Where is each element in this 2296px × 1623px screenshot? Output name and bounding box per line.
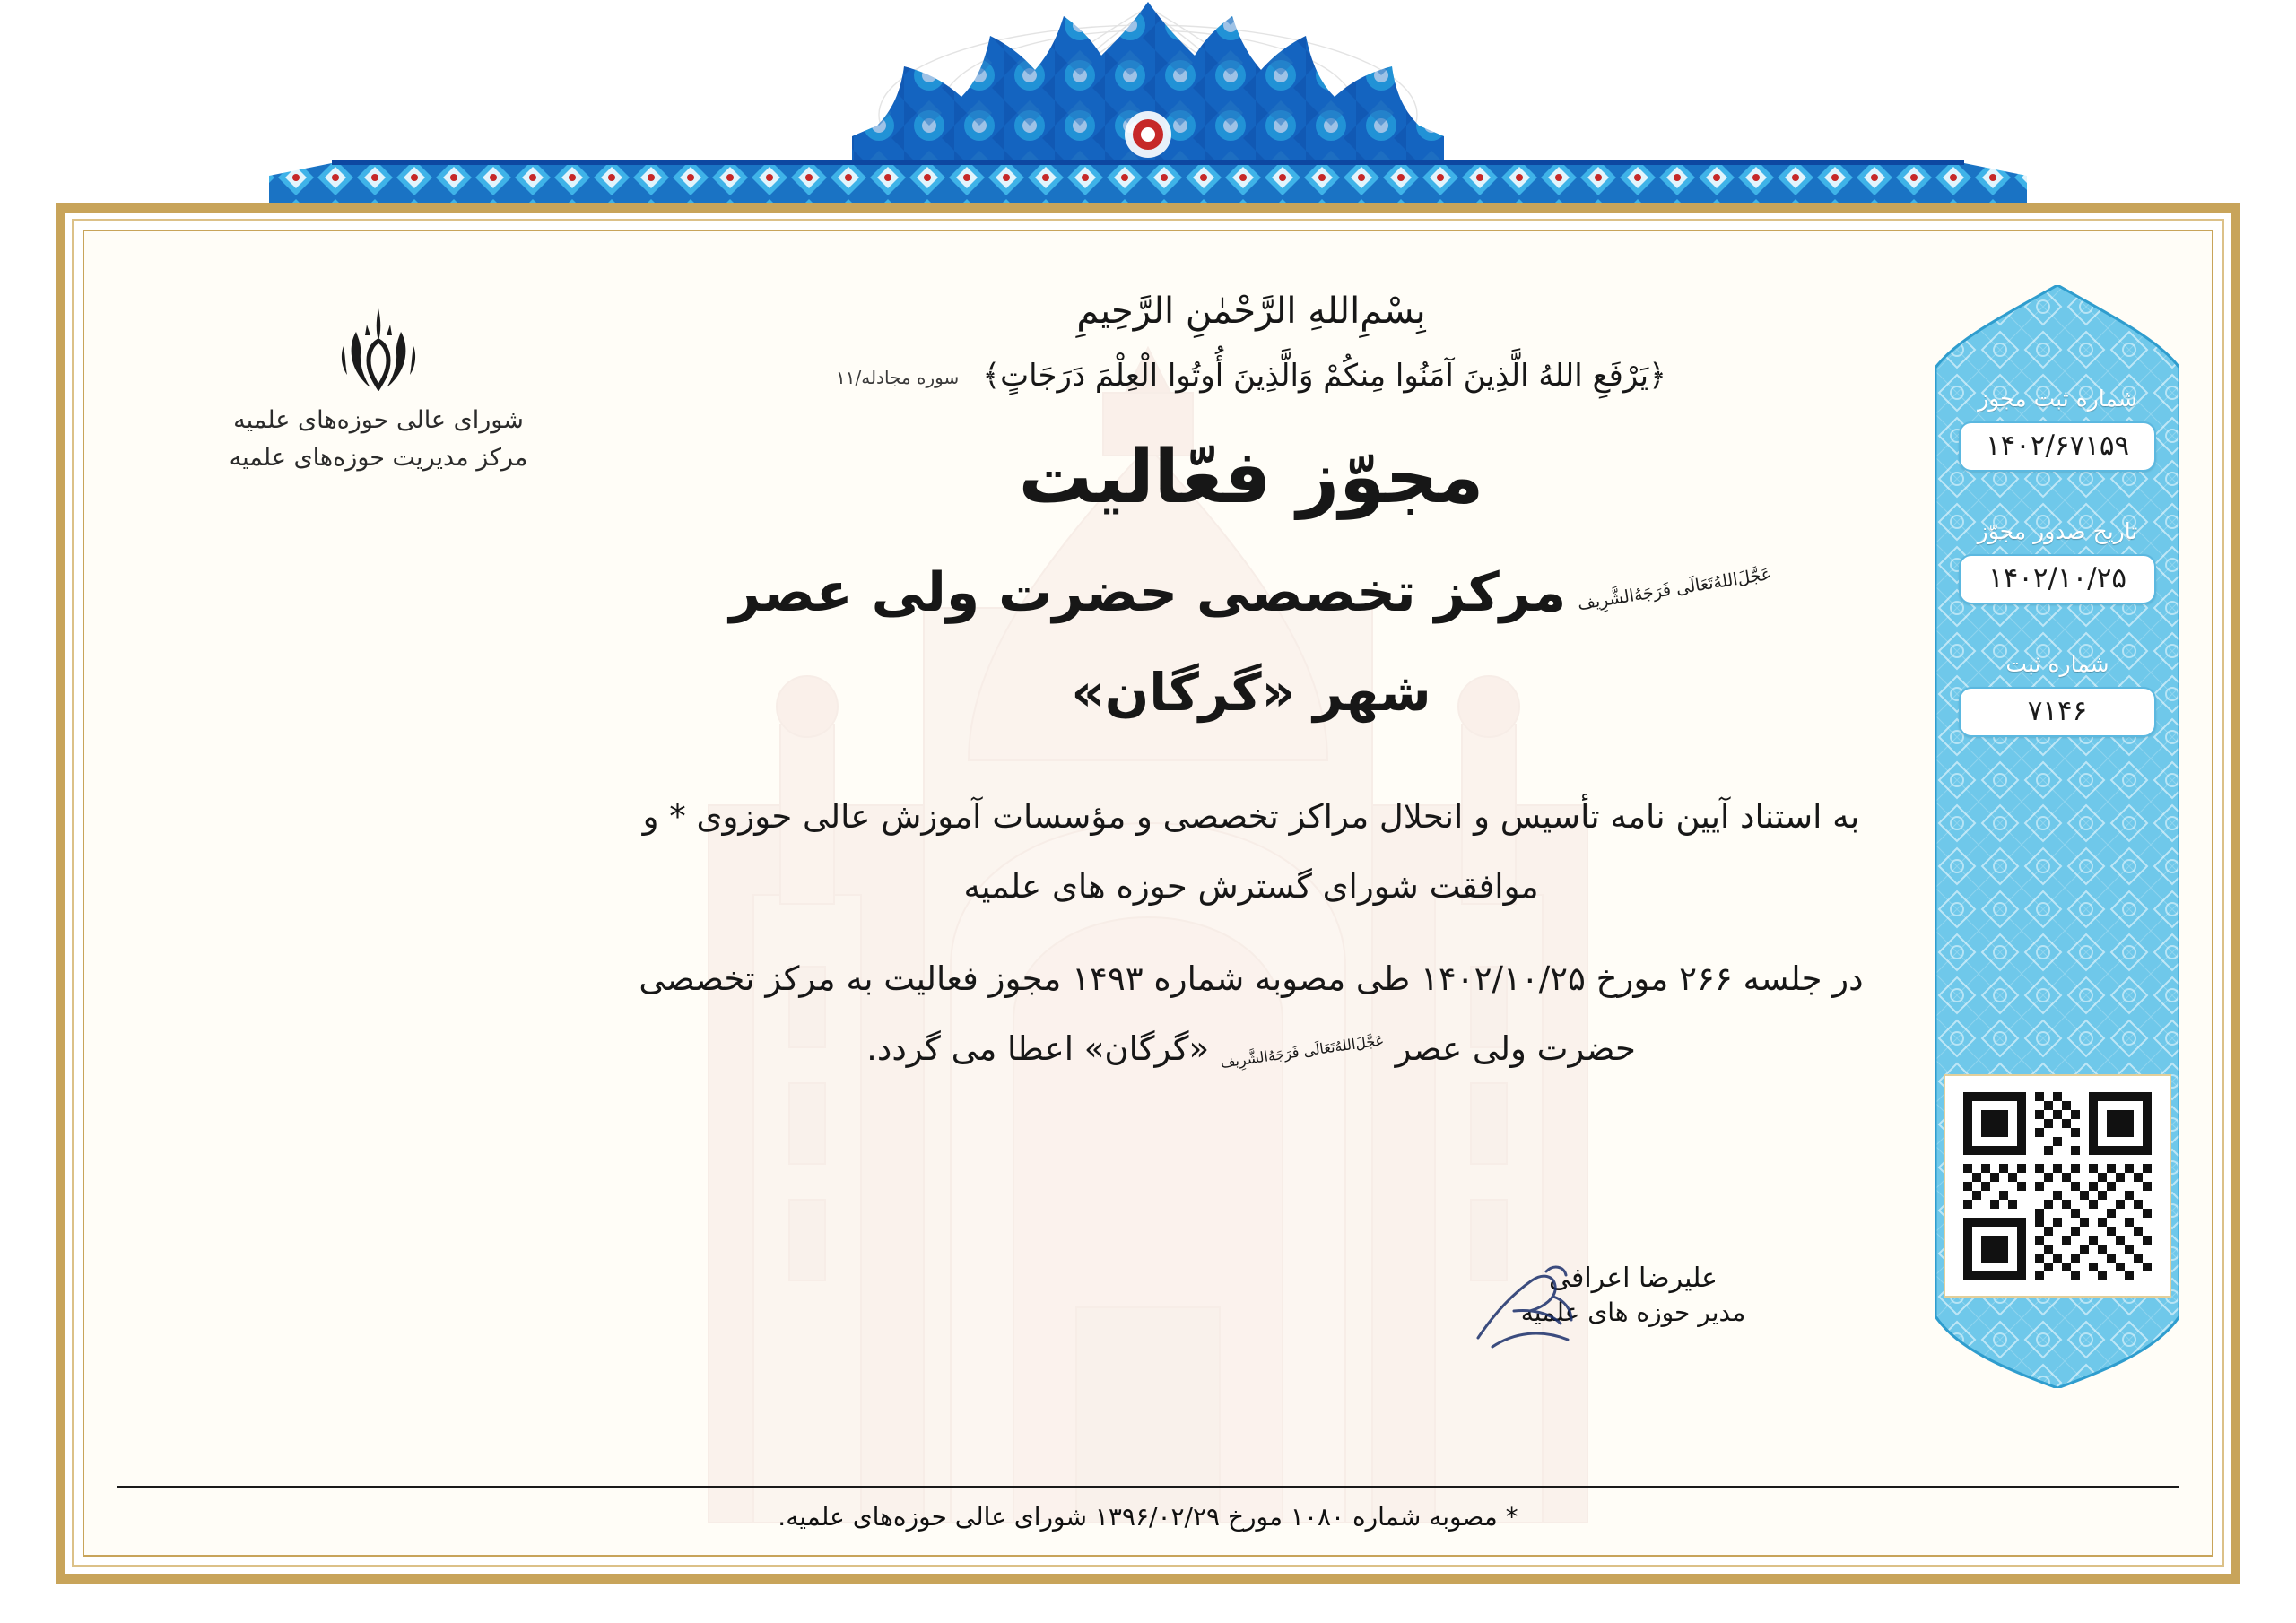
license-info-panel	[1935, 285, 2179, 1388]
signature-name: علیرضا اعرافی	[1548, 1263, 1718, 1294]
footnote: * مصوبه شماره ۱۰۸۰ مورخ ۱۳۹۶/۰۲/۲۹ شورای عالی حوزه‌های علمیه.	[117, 1486, 2179, 1532]
signature-block	[1440, 1263, 1826, 1327]
field-registration-number	[1959, 651, 2156, 737]
paragraph-2	[587, 944, 1916, 1083]
field-issue-date-value: ۱۴۰۲/۱۰/۲۵	[1959, 554, 2156, 604]
quran-verse: ﴿يَرْفَعِ اللهُ الَّذِينَ آمَنُوا مِنكُمْ وَالَّذِينَ أُوتُوا الْعِلْمَ دَرَجَاتٍ﴾	[982, 358, 1667, 394]
field-license-number	[1959, 386, 2156, 472]
field-registration-number-label: شماره ثبت	[2005, 651, 2109, 677]
certificate-body	[83, 230, 2213, 1557]
city-line: شهر «گرگان»	[1071, 662, 1431, 723]
honorific-text: عَجَّلَ‌اللهُ‌تَعَالَی فَرَجَهُ‌الشَّرِیف	[1576, 564, 1773, 615]
quran-verse-reference: سوره مجادله/۱۱	[836, 367, 960, 388]
iran-emblem-icon	[326, 305, 431, 391]
qr-code-svg	[1963, 1092, 2152, 1280]
field-registration-number-value: ۷۱۴۶	[1959, 687, 2156, 737]
paragraph-2-part-a: در جلسه ۲۶۶ مورخ ۱۴۰۲/۱۰/۲۵ طی مصوبه شماره ۱۴۹۳ مجوز فعالیت به مرکز تخصصی حضرت ولی عصر	[639, 959, 1864, 1069]
field-license-number-label: شماره ثبت مجوز	[1978, 386, 2137, 412]
page-title: مجوّز فعّالیت	[1018, 435, 1484, 520]
center-name-row	[587, 561, 1916, 624]
license-fields	[1935, 386, 2179, 784]
certificate-frame	[56, 203, 2240, 1584]
certificate-content	[587, 291, 1916, 1107]
issuer-line-2: مرکز مدیریت حوزه‌های علمیه	[229, 443, 528, 472]
field-issue-date	[1959, 518, 2156, 604]
handwritten-signature-icon	[1460, 1257, 1595, 1365]
dome-header-graphic	[0, 0, 2296, 224]
signature-role: مدیر حوزه های علمیه	[1520, 1298, 1746, 1327]
issuer-line-1: شورای عالی حوزه‌های علمیه	[233, 406, 524, 434]
center-name: مرکز تخصصی حضرت ولی عصر	[729, 561, 1567, 624]
paragraph-2-honorific: عَجَّلَ‌اللهُ‌تَعَالَی فَرَجَهُ‌الشَّرِیف	[1219, 1031, 1386, 1072]
qr-code-icon[interactable]	[1944, 1074, 2171, 1298]
basmala-text: بِسْمِ‌اللهِ الرَّحْمٰنِ الرَّحِيمِ	[1076, 291, 1426, 332]
field-license-number-value: ۱۴۰۲/۶۷۱۵۹	[1959, 421, 2156, 472]
paragraph-2-part-b: «گرگان» اعطا می گردد.	[866, 1029, 1210, 1069]
dome-svg	[0, 0, 2296, 224]
paragraph-1: به استناد آیین نامه تأسیس و انحلال مراکز تخصصی و مؤسسات آموزش عالی حوزوی * و موافقت شورای گسترش حوزه های علمیه	[642, 797, 1860, 906]
quran-verse-row	[587, 357, 1916, 394]
field-issue-date-label: تاریخ صدور مجوّز	[1977, 518, 2138, 544]
issuer-emblem	[190, 305, 567, 477]
